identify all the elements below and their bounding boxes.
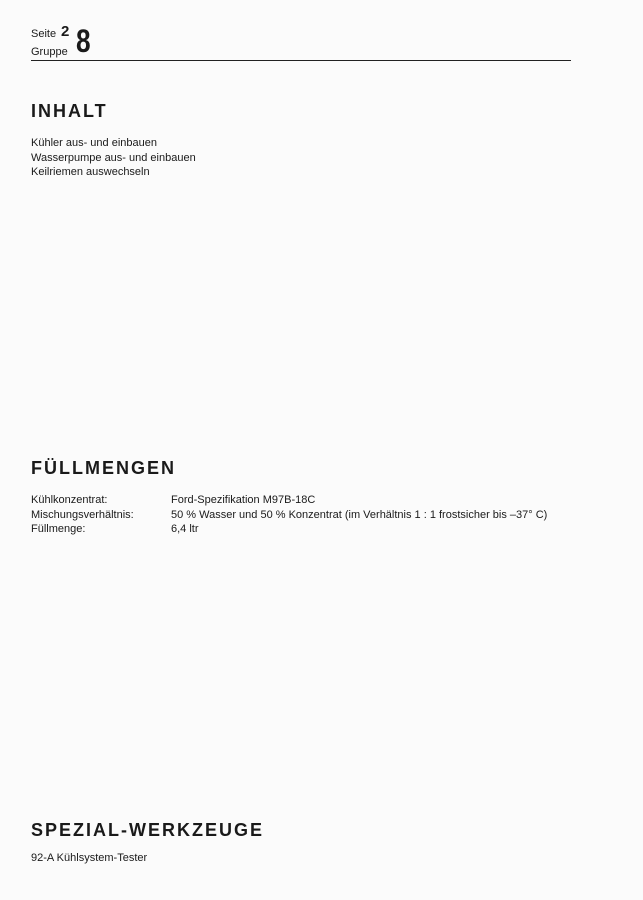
page-header <box>31 20 571 62</box>
tool-item: 92-A Kühlsystem-Tester <box>31 852 148 864</box>
spec-value: 6,4 ltr <box>171 523 199 535</box>
inhalt-heading: INHALT <box>31 101 108 121</box>
inhalt-item: Wasserpumpe aus- und einbauen <box>31 151 196 164</box>
fuellmengen-table <box>31 493 591 537</box>
spec-value: 50 % Wasser und 50 % Konzentrat (im Verhältnis 1 : 1 frostsicher bis –37° C) <box>171 508 548 521</box>
gruppe-number: 8 <box>76 23 91 59</box>
spec-row <box>31 522 591 537</box>
spec-row <box>31 508 591 523</box>
spec-label: Kühlkonzentrat: <box>31 494 108 506</box>
spec-label: Mischungsverhältnis: <box>31 508 134 521</box>
header-rule <box>31 60 571 61</box>
seite-number: 2 <box>61 23 70 40</box>
spec-label: Füllmenge: <box>31 523 86 535</box>
inhalt-item: Keilriemen auswechseln <box>31 166 150 178</box>
seite-label: Seite <box>31 28 57 40</box>
spezial-heading: SPEZIAL-WERKZEUGE <box>31 820 265 840</box>
spec-row <box>31 493 591 508</box>
inhalt-item: Kühler aus- und einbauen <box>31 137 157 149</box>
fuellmengen-heading: FÜLLMENGEN <box>31 458 176 478</box>
spec-value: Ford-Spezifikation M97B-18C <box>171 494 316 506</box>
gruppe-label: Gruppe <box>31 46 68 58</box>
inhalt-list <box>31 136 196 180</box>
